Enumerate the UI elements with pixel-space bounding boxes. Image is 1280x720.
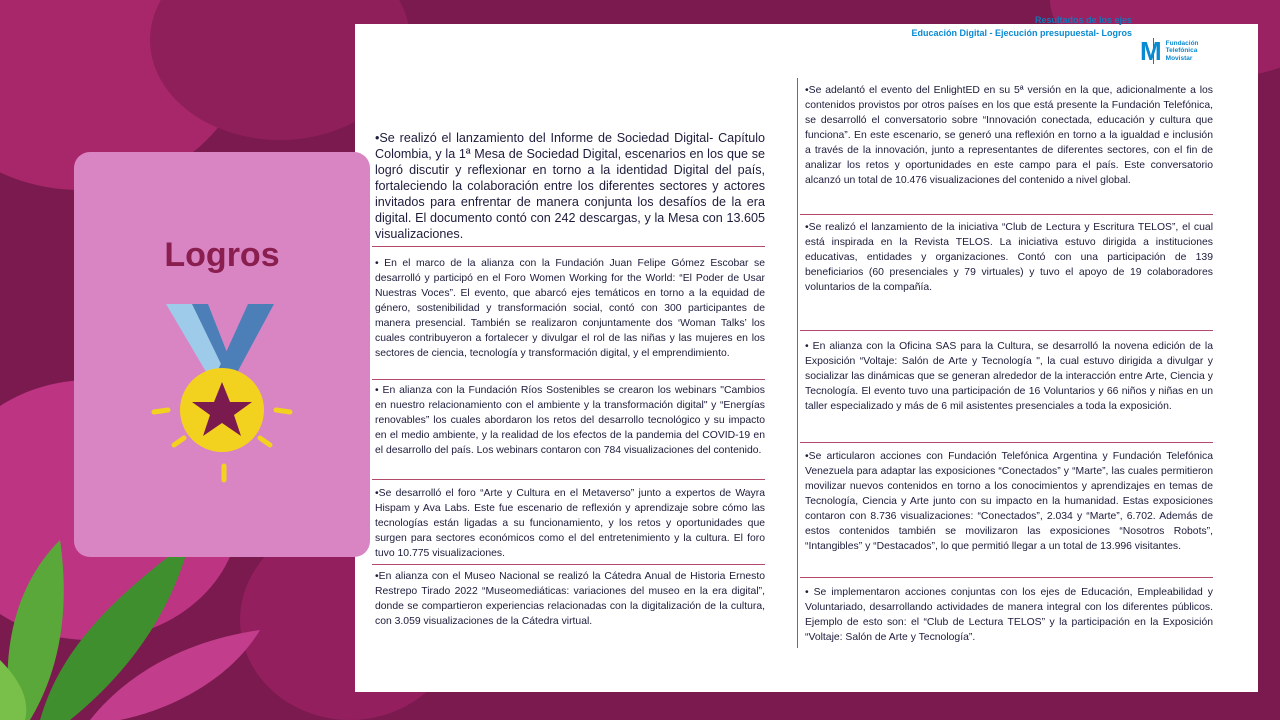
left-item <box>375 130 765 242</box>
left-item <box>375 569 765 629</box>
right-item <box>805 83 1213 188</box>
right-item <box>805 220 1213 295</box>
item-text: • En el marco de la alianza con la Fundación Juan Felipe Gómez Escobar se desarrolló y participó en el Foro Women Working for the World: “El Poder de Usar Nuestras Voces”. El evento, que abarcó ejes temáticos en torno a la equidad de género, sostenibilidad y transformación social, contó con 300 participantes de manera presencial. También se realizaron conjuntamente dos ‘Woman Talks’ los cuales contribuyeron a fortalecer y divulgar el rol de las niñas y las mujeres en los sectores de ciencia, tecnología y transformación digital, y el emprendimiento. <box>375 258 765 359</box>
logo-line: Fundación <box>1165 39 1199 47</box>
header-subtitle: Educación Digital - Ejecución presupuestal- Logros <box>911 28 1132 38</box>
divider <box>800 330 1213 331</box>
item-text: • Se implementaron acciones conjuntas con los ejes de Educación, Empleabilidad y Voluntariado, desarrollando actividades de manera integral con los diferentes públicos. Ejemplo de esto son: el “Club de Lectura TELOS” y la participación en la Exposición “Voltaje: Salón de Arte y Tecnología”. <box>805 587 1213 643</box>
right-item <box>805 339 1213 414</box>
logo-line: Telefónica <box>1165 47 1198 55</box>
card-title: Logros <box>164 236 280 274</box>
item-text: •Se desarrolló el foro “Arte y Cultura en el Metaverso” junto a expertos de Wayra Hispam y Ava Labs. Este fue escenario de reflexión y aprendizaje sobre cómo las tecnologías están ligadas a su funcionamiento, y los retos y oportunidades que surgen para sectores económicos como el del entretenimiento y la cultura. El foro tuvo 10.775 visualizaciones. <box>375 488 765 559</box>
divider <box>800 442 1213 443</box>
right-item <box>805 585 1213 645</box>
left-item <box>375 256 765 361</box>
item-text: •Se realizó el lanzamiento del Informe de Sociedad Digital- Capítulo Colombia, y la 1ª Mesa de Sociedad Digital, escenarios en los que se logró discutir y reflexionar en torno a la identidad Digital del país, fortaleciendo la colaboración entre los diferentes sectores y actores invitados para enfrentar de manera conjunta los desafíos de la era digital. El documento contó con 242 descargas, y la Mesa con 13.605 visualizaciones. <box>375 131 765 241</box>
header <box>911 14 1132 40</box>
right-item <box>805 449 1213 554</box>
logo-line: Movistar <box>1165 54 1193 62</box>
divider <box>800 214 1213 215</box>
item-text: •En alianza con el Museo Nacional se realizó la Cátedra Anual de Historia Ernesto Restrepo Tirado 2022 “Museomediáticas: variaciones del museo en la era digital”, donde se compartieron experiencias relacionadas con la digitalización de la cultura, con 3.059 visualizaciones de la Cátedra virtual. <box>375 571 765 627</box>
divider <box>372 479 765 480</box>
item-text: • En alianza con la Fundación Ríos Sostenibles se crearon los webinars "Cambios en nuestro relacionamiento con el ambiente y la transformación digital" y “Energías renovables” los cuales abordaron los retos del desarrollo tecnológico y su impacto en el medio ambiente, y la realidad de los efectos de la pandemia del COVID-19 en el desarrollo del país. Los webinars contaron con 784 visualizaciones del contenido. <box>375 385 765 456</box>
brand-logo <box>1140 36 1240 66</box>
divider <box>372 379 765 380</box>
item-text: •Se adelantó el evento del EnlightED en su 5ª versión en la que, adicionalmente a los contenidos provistos por otros países en los que está presente la Fundación Telefónica, se desarrolló el conversatorio sobre “Innovación conectada, educación y cultura que funciona”. En este escenario, se generó una reflexión en torno a la igualdad e inclusión a través de la innovación, junto a representantes de diferentes sectores, con el fin de analizar los retos y oportunidades en este campo para el país. Este conversatorio alcanzó un total de 10.476 visualizaciones del contenido a nivel global. <box>805 85 1213 186</box>
header-title: Resultados de los ejes <box>1034 15 1132 25</box>
medal-icon <box>148 300 298 490</box>
divider <box>800 577 1213 578</box>
left-item <box>375 383 765 458</box>
item-text: •Se realizó el lanzamiento de la iniciativa “Club de Lectura y Escritura TELOS”, el cual está inspirada en la Revista TELOS. La iniciativa estuvo dirigida a instituciones educativas, entidades y organizaciones. Contó con una participación de 139 beneficiarios (60 presenciales y 79 virtuales) y tuvo el apoyo de 19 colaboradores voluntarios de la compañía. <box>805 222 1213 293</box>
item-text: • En alianza con la Oficina SAS para la Cultura, se desarrolló la novena edición de la Exposición “Voltaje: Salón de Arte y Tecnología ", la cual estuvo dirigida a divulgar y socializar las dinámicas que se generan alrededor de la interacción entre Arte, Ciencia y Tecnología. El evento tuvo una participación de 16 Voluntarios y 66 niños y niñas en un taller especializado y más de 6 mil asistentes presenciales a toda la exposición. <box>805 341 1213 412</box>
divider <box>372 564 765 565</box>
divider <box>372 246 765 247</box>
item-text: •Se articularon acciones con Fundación Telefónica Argentina y Fundación Telefónica Venezuela para adaptar las exposiciones “Conectados” y “Marte”, las cuales permitieron movilizar nuevos contenidos en torno a los conocimientos y aprendizajes en temas de Tecnología, Ciencia y Arte junto con su impacto en la humanidad. Estas exposiciones contaron con 8.736 visualizaciones: “Conectados”, 2.034 y “Marte”, 6.702. Además de estos contenidos también se movilizaron las exposiciones “Nosotros Robots”, “Intangibles” y “Destacados”, lo que permitió llegar a un total de 13.996 visitantes. <box>805 451 1213 552</box>
movistar-m-icon: M <box>1140 36 1162 66</box>
column-divider <box>797 78 798 648</box>
left-item <box>375 486 765 561</box>
